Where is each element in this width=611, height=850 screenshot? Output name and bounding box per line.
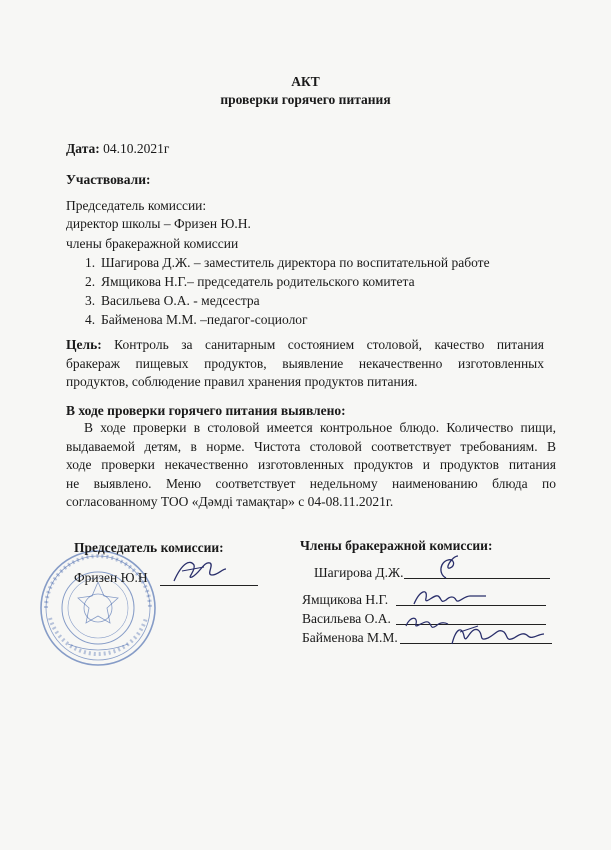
- member-signature-icon: [448, 620, 548, 650]
- member-item: 1. Шагирова Д.Ж. – заместитель директора по воспитательной работе: [85, 255, 490, 270]
- sign-chair-heading: Председатель комиссии:: [74, 540, 224, 555]
- date-line: [66, 141, 169, 157]
- date-value: 04.10.2021г: [103, 141, 170, 156]
- member-signature-icon: [410, 584, 490, 612]
- goal-label: Цель:: [66, 337, 102, 352]
- sign-member-name: Байменова М.М.: [302, 630, 398, 645]
- director-line: директор школы – Фризен Ю.Н.: [66, 216, 251, 231]
- sign-members-heading: Члены бракеражной комиссии:: [300, 538, 493, 553]
- doc-subtitle: проверки горячего питания: [220, 92, 391, 107]
- official-stamp-icon: [38, 548, 158, 668]
- chair-heading: Председатель комиссии:: [66, 198, 207, 213]
- chair-signature-icon: [168, 555, 228, 589]
- member-signature-icon: [428, 552, 468, 582]
- member-item: 2. Ямщикова Н.Г.– председатель родительского комитета: [85, 274, 415, 289]
- participants-label: Участвовали:: [66, 172, 151, 187]
- member-item: 3. Васильева О.А. - медсестра: [85, 293, 260, 308]
- findings-paragraph: В ходе проверки в столовой имеется контрольное блюдо. Количество пищи, выдаваемой детям, в норме. Чистота столовой соответствует требованиям. В ходе проверки некачественно изготовленных продуктов и продуктов питания не выявлено. Меню соответствует недельному наименованию блюда по согласованному ТОО «Дəмді тамақтар» с 04-08.11.2021г.: [66, 420, 556, 509]
- member-signature-line: [404, 578, 550, 579]
- member-signature-icon: [402, 612, 450, 634]
- sign-member-name: Шагирова Д.Ж.: [314, 565, 404, 580]
- goal-paragraph: Цель: Контроль за санитарным состоянием столовой, качество питания бракераж пищевых продуктов, выявление некачественно изготовленных продуктов, соблюдение правил хранения продуктов питания.: [66, 337, 544, 389]
- members-heading: члены бракеражной комиссии: [66, 236, 239, 251]
- sign-chair-name: Фризен Ю.Н: [74, 570, 148, 585]
- member-item: 4. Байменова М.М. –педагог-социолог: [85, 312, 308, 327]
- sign-member-name: Ямщикова Н.Г.: [302, 592, 389, 607]
- date-label: Дата:: [66, 141, 100, 156]
- doc-title: АКТ: [291, 74, 320, 89]
- sign-member-name: Васильева О.А.: [302, 611, 391, 626]
- findings-heading: В ходе проверки горячего питания выявлено:: [66, 403, 346, 418]
